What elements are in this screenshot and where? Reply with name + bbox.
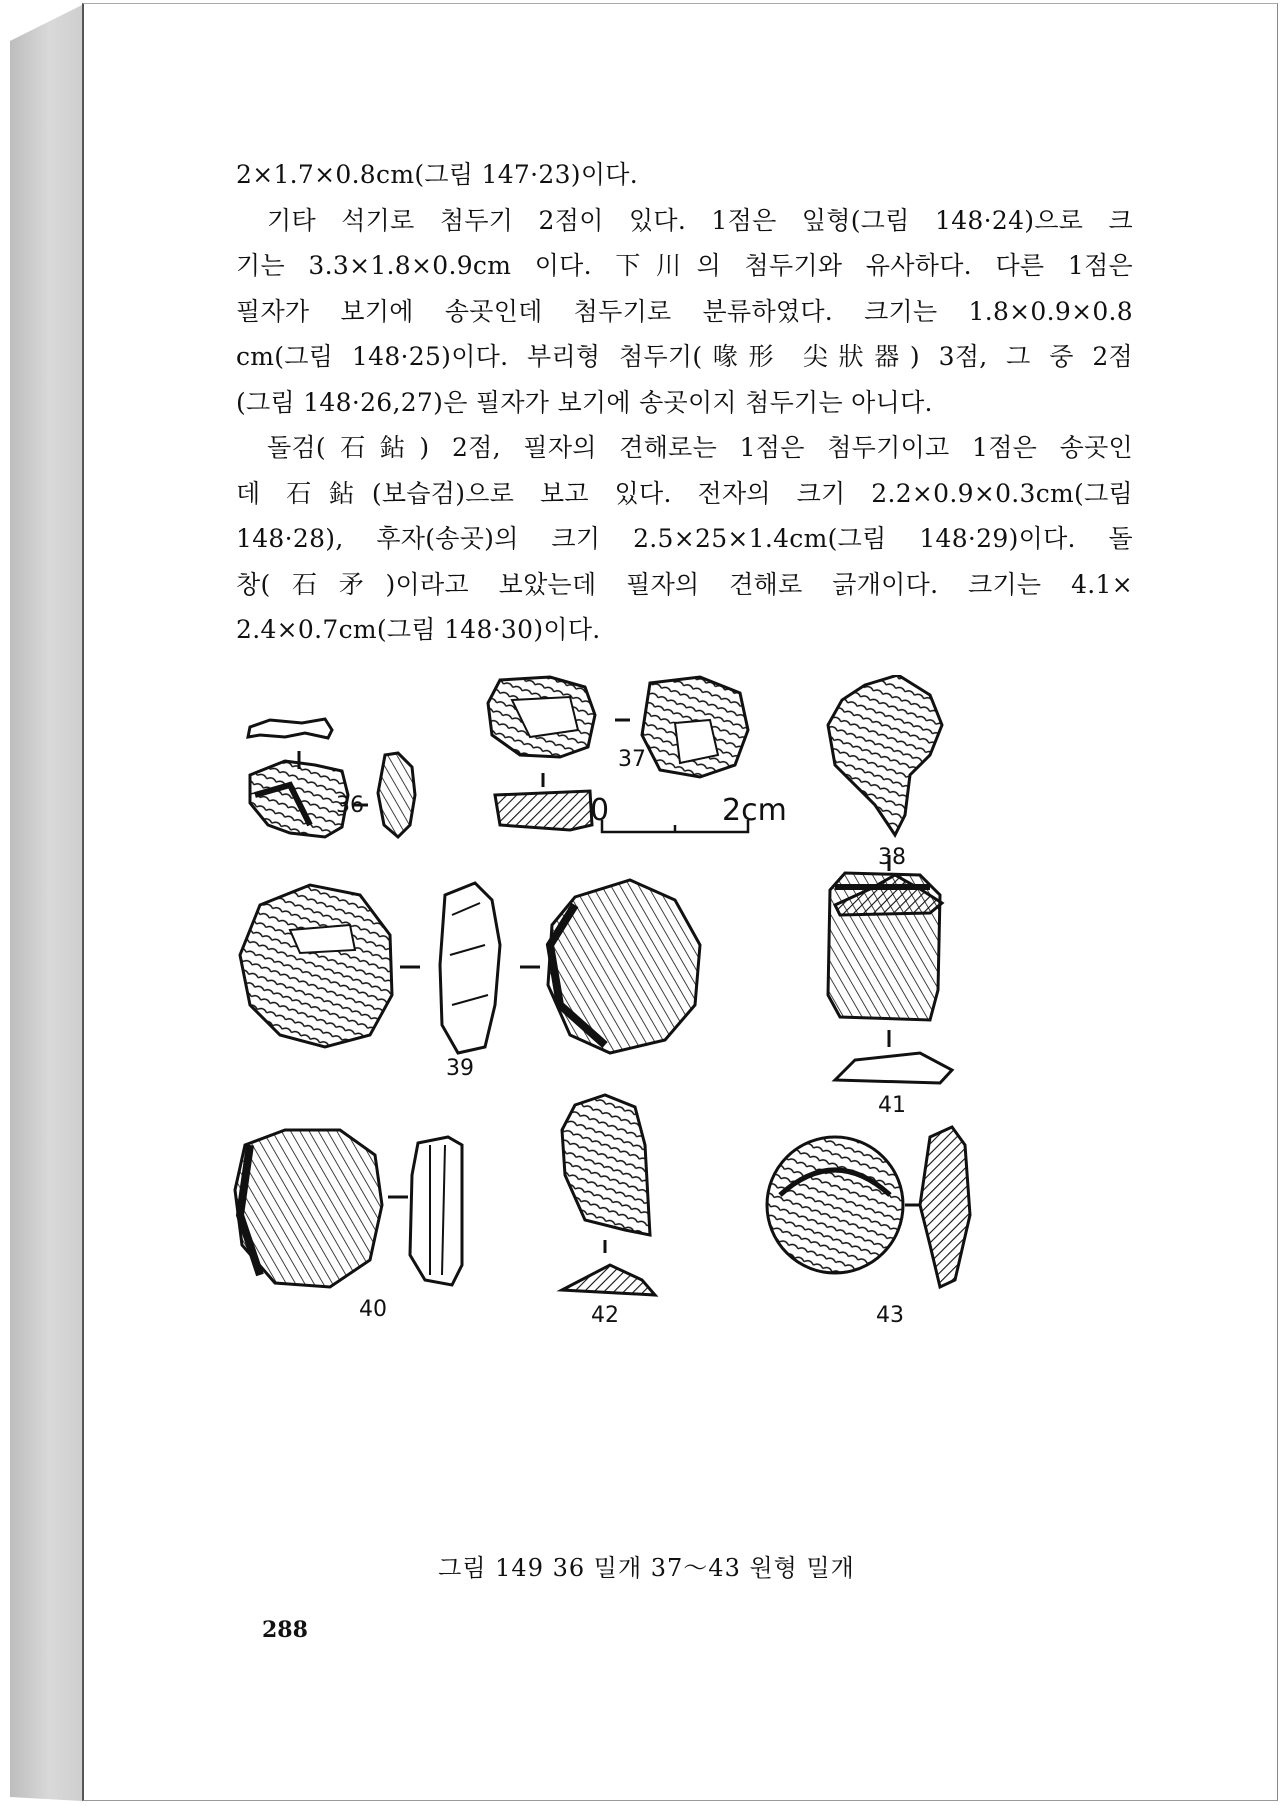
artifact-43 — [767, 1127, 970, 1287]
figure-number-40: 40 — [359, 1297, 387, 1322]
text-line: 기는 3.3×1.8×0.9cm 이다. 下川의 첨두기와 유사하다. 다른 1점은 — [236, 251, 1133, 280]
text-line: 기타 석기로 첨두기 2점이 있다. 1점은 잎형(그림 148·24)으로 크 — [267, 205, 1133, 235]
figure-number-41: 41 — [878, 1093, 906, 1118]
body-text — [236, 152, 1133, 653]
artifact-42 — [562, 1095, 655, 1295]
text-line: 2.4×0.7cm(그림 148·30)이다. — [236, 615, 601, 644]
artifact-39 — [240, 880, 700, 1053]
artifact-40 — [235, 1130, 462, 1287]
scale-label-zero: 0 — [590, 793, 610, 828]
figure-number-42: 42 — [591, 1303, 619, 1328]
text-line: 창(石矛)이라고 보았는데 필자의 견해로 긁개이다. 크기는 4.1× — [236, 569, 1133, 599]
scale-label-end: 2cm — [722, 793, 787, 828]
book-spine — [10, 5, 82, 1801]
artifact-41 — [828, 873, 952, 1083]
text-line: 데 石鉆(보습검)으로 보고 있다. 전자의 크기 2.2×0.9×0.3cm(그림 — [236, 478, 1133, 508]
text-line: 필자가 보기에 송곳인데 첨두기로 분류하였다. 크기는 1.8×0.9×0.8 — [236, 296, 1133, 326]
text-line: (그림 148·26,27)은 필자가 보기에 송곳이지 첨두기는 아니다. — [236, 387, 933, 417]
artifact-drawings — [230, 675, 1150, 1555]
figure-number-43: 43 — [876, 1303, 904, 1328]
text-line: 2×1.7×0.8cm(그림 147·23)이다. — [236, 160, 639, 189]
stone-tool-figure — [230, 675, 1150, 1555]
page-number: 288 — [262, 1617, 308, 1643]
figure-caption: 그림 149 36 밀개 37～43 원형 밀개 — [438, 1554, 855, 1582]
figure-number-39: 39 — [446, 1056, 474, 1081]
text-line: 돌검(石鉆) 2점, 필자의 견해로는 1점은 첨두기이고 1점은 송곳인 — [267, 433, 1133, 462]
figure-number-37: 37 — [618, 747, 646, 772]
figure-number-38: 38 — [878, 845, 906, 870]
text-line: cm(그림 148·25)이다. 부리형 첨두기(喙形 尖狀器) 3점, 그 중 2점 — [236, 342, 1133, 371]
text-line: 148·28), 후자(송곳)의 크기 2.5×25×1.4cm(그림 148·29)이다. 돌 — [236, 524, 1133, 553]
artifact-36 — [248, 719, 415, 837]
figure-number-36: 36 — [336, 793, 364, 818]
